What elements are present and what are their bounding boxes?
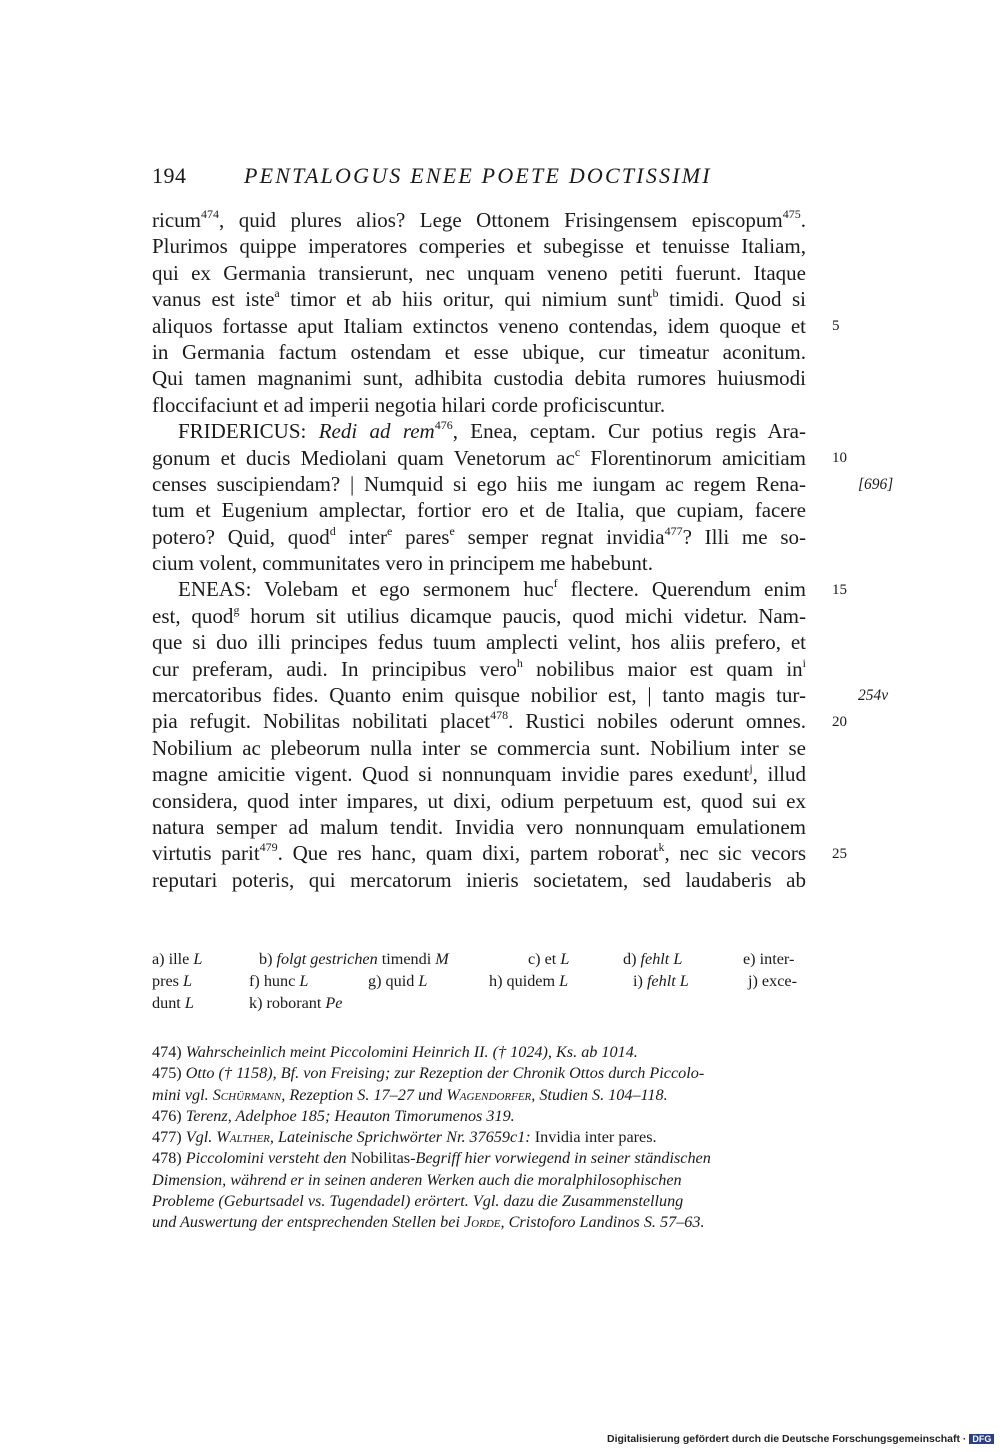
text-run: gonum et ducis Mediolani quam Venetorum ac	[152, 445, 575, 470]
note-marker: 474	[200, 207, 219, 221]
text-run: in Germania factum ostendam et esse ubique, cur timeatur aconitum.	[152, 339, 806, 364]
text-run: pres	[152, 972, 184, 990]
page-number: 194	[152, 163, 187, 188]
text-run: vanus est iste	[152, 287, 275, 312]
italic-text: -Begriff hier vorwiegend in seiner ständischen	[410, 1149, 711, 1168]
italic-text: L	[183, 972, 193, 990]
note-marker: a	[274, 286, 280, 301]
italic-text: , Cristoforo Landinos S. 57–63.	[500, 1213, 705, 1232]
note-marker: 475	[782, 207, 801, 221]
text-run: Florentinorum amicitiam	[580, 445, 806, 470]
note-marker: 479	[259, 840, 278, 855]
note-marker: 477	[664, 523, 683, 538]
note-marker: i	[802, 655, 806, 670]
apparatus-entry	[249, 970, 308, 992]
text-run: aliquos fortasse aput Italiam extinctos veneno contendas, idem quoque et	[152, 313, 806, 338]
italic-text: L	[560, 950, 570, 968]
italic-text: fehlt L	[640, 950, 683, 968]
apparatus-entry	[633, 970, 689, 992]
italic-text: Terenz, Adelphoe 185; Heauton Timorumenos 319.	[185, 1106, 515, 1125]
apparatus-entry	[259, 948, 449, 970]
note-marker: h	[516, 655, 523, 670]
text-run: 475)	[152, 1064, 186, 1083]
italic-text: M	[435, 950, 449, 968]
text-line	[152, 497, 806, 523]
text-run: 478)	[152, 1149, 186, 1168]
text-run: inter	[335, 524, 388, 549]
author-name: Wagendorfer	[446, 1085, 532, 1104]
text-run: considera, quod inter impares, ut dixi, odium perpetuum est, quod sui ex	[152, 788, 806, 813]
text-line	[152, 286, 806, 312]
note-marker: f	[553, 576, 558, 591]
italic-text: Probleme (Geburtsadel vs. Tugendadel) erörtert. Vgl. dazu die Zusammenstellung	[152, 1192, 684, 1211]
footnote-line	[152, 1127, 806, 1148]
italic-text: Dimension, während er in seinen anderen Werken auch die moralphilosophischen	[152, 1170, 682, 1189]
text-line	[152, 656, 806, 682]
text-run: cur preferam, audi. In principibus vero	[152, 656, 517, 681]
apparatus-entry	[489, 970, 568, 992]
author-name: Schürmann	[212, 1085, 282, 1104]
text-run: natura semper ad malum tendit. Invidia vero nonnunquam emulationem	[152, 814, 806, 839]
footnote-line	[152, 1148, 806, 1169]
apparatus-entry	[152, 970, 192, 992]
text-line	[152, 550, 806, 576]
text-run: , quid plures alios? Lege Ottonem Frisingensem episcopum	[218, 208, 783, 232]
text-line	[152, 260, 806, 286]
line-number: 15	[832, 581, 847, 598]
text-run: , nec sic vecors	[664, 841, 806, 866]
note-marker: g	[233, 602, 240, 617]
text-run: .	[800, 208, 806, 232]
footnote-line	[152, 1085, 806, 1106]
text-run: ricum	[152, 208, 201, 232]
text-line	[152, 788, 806, 814]
italic-text: und Auswertung der entsprechenden Stellen bei	[152, 1213, 464, 1232]
text-run: Invidia inter pares.	[530, 1128, 657, 1147]
text-run: censes suscipiendam? | Numquid si ego hiis me iungam ac regem Rena-	[152, 471, 806, 496]
italic-text: Vgl.	[185, 1128, 217, 1147]
text-run: potero? Quid, quod	[152, 524, 330, 549]
note-marker: c	[574, 444, 581, 459]
text-line	[152, 867, 806, 893]
text-run: e) inter-	[743, 950, 795, 968]
text-run: horum sit utilius dicamque paucis, quod michi videtur. Nam-	[239, 603, 807, 628]
note-marker: k	[658, 840, 665, 855]
text-run: tum et Eugenium amplectar, fortior ero et de Italia, que cupiam, facere	[152, 498, 806, 523]
italic-text: mini vgl.	[152, 1085, 213, 1104]
text-run: 477)	[152, 1128, 186, 1147]
line-number: 20	[832, 713, 847, 730]
text-run: 476)	[152, 1106, 186, 1125]
italic-text: L	[299, 972, 309, 990]
text-run: flectere. Querendum enim	[557, 577, 806, 602]
running-header	[152, 163, 812, 195]
text-run: , Enea, ceptam. Cur potius regis Ara-	[452, 419, 806, 444]
text-line	[152, 418, 806, 444]
text-run: i)	[633, 972, 647, 990]
text-run: pia refugit. Nobilitas nobilitati placet	[152, 709, 491, 734]
text-run: d)	[623, 950, 641, 968]
footnote-line	[152, 1042, 806, 1063]
apparatus-entry	[528, 948, 569, 970]
apparatus-row	[152, 992, 806, 1014]
note-marker: e	[449, 523, 455, 538]
note-marker: 478	[490, 708, 509, 723]
footnote-line	[152, 1106, 806, 1127]
text-line	[152, 445, 806, 471]
text-line	[152, 629, 806, 655]
text-line	[152, 814, 806, 840]
apparatus-entry	[152, 992, 194, 1014]
text-run: mercatoribus fides. Quanto enim quisque nobilior est, | tanto magis tur-	[152, 683, 806, 708]
note-marker: e	[387, 523, 393, 538]
text-run: magne amicitie vigent. Quod si nonnunquam invidie pares exedunt	[152, 762, 750, 787]
text-line	[152, 761, 806, 787]
folio-marker: [696]	[858, 476, 894, 493]
text-run: cium volent, communitates vero in principem me habebunt.	[152, 551, 653, 576]
text-run: semper regnat invidia	[454, 524, 665, 549]
line-number: 5	[832, 317, 840, 334]
text-line	[152, 735, 806, 761]
credit-text: Digitalisierung gefördert durch die Deutsche Forschungsgemeinschaft ·	[607, 1433, 967, 1445]
text-line	[152, 392, 806, 418]
line-number: 25	[832, 845, 847, 862]
apparatus-entry	[743, 948, 794, 970]
text-line	[152, 682, 806, 708]
text-line	[152, 524, 806, 550]
text-run: nobilibus maior est quam in	[522, 656, 803, 681]
text-line	[152, 708, 806, 734]
text-run: f) hunc	[249, 972, 300, 990]
italic-text: folgt gestrichen	[276, 950, 378, 968]
digitization-credit	[607, 1433, 994, 1445]
apparatus-entry	[368, 970, 427, 992]
note-marker: j	[749, 761, 753, 776]
author-name: Walther	[216, 1128, 270, 1147]
text-run: timendi	[377, 950, 436, 968]
italic-text: Pe	[325, 994, 343, 1012]
italic-text: , Studien S. 104–118.	[531, 1085, 668, 1104]
apparatus-row	[152, 948, 806, 970]
text-line	[152, 471, 806, 497]
footnote-line	[152, 1212, 806, 1233]
text-line	[152, 233, 806, 259]
apparatus-entry	[748, 970, 797, 992]
text-run: que si duo illi principes fedus tuum amplecti velint, hos aliis prefero, et	[152, 630, 806, 655]
apparatus-entry	[152, 948, 202, 970]
text-run: virtutis parit	[152, 841, 260, 866]
text-run: 474)	[152, 1043, 186, 1061]
note-marker: d	[329, 523, 336, 538]
text-run: k) roborant	[249, 994, 326, 1012]
footnote-line	[152, 1063, 806, 1084]
text-run: Nobilium ac plebeorum nulla inter se commercia sunt. Nobilium inter se	[152, 735, 806, 760]
running-title: PENTALOGUS ENEE POETE DOCTISSIMI	[244, 163, 712, 188]
text-run: Qui tamen magnanimi sunt, adhibita custodia debita rumores huiusmodi	[152, 366, 806, 391]
italic-text: Piccolomini versteht den	[185, 1149, 351, 1168]
text-run: timidi. Quod si	[658, 287, 806, 312]
text-run: a) ille	[152, 950, 194, 968]
italic-text: , Lateinische Sprichwörter Nr. 37659c1:	[269, 1128, 531, 1147]
italic-text: fehlt L	[646, 972, 689, 990]
text-run: . Que res hanc, quam dixi, partem roborat	[277, 841, 659, 866]
text-run: b)	[259, 950, 277, 968]
text-run: ENEAS: Volebam et ego sermonem huc	[178, 577, 554, 602]
critical-apparatus	[152, 948, 806, 1014]
text-run: ? Illi me so-	[682, 524, 807, 549]
text-run: Nobilitas	[350, 1149, 411, 1168]
text-line	[152, 840, 806, 866]
text-run: g) quid	[368, 972, 419, 990]
footnotes	[152, 1042, 806, 1234]
text-run: qui ex Germania transierunt, nec unquam veneno petiti fuerunt. Itaque	[152, 260, 806, 285]
footnote-line	[152, 1191, 806, 1212]
italic-text: L	[193, 950, 203, 968]
italic-text: L	[559, 972, 569, 990]
text-run: timor et ab hiis oritur, qui nimium sunt	[279, 287, 653, 312]
note-marker: 476	[434, 418, 453, 433]
main-text	[152, 207, 806, 893]
apparatus-entry	[623, 948, 682, 970]
text-line	[152, 207, 806, 233]
italic-text: Redi ad rem	[318, 419, 435, 444]
italic-text: L	[184, 994, 194, 1012]
text-run: c) et	[528, 950, 561, 968]
text-run: pares	[392, 524, 450, 549]
text-line	[152, 365, 806, 391]
text-line	[152, 313, 806, 339]
text-run: dunt	[152, 994, 185, 1012]
line-number: 10	[832, 449, 847, 466]
text-run: Plurimos quippe imperatores comperies et subegisse et tenuisse Italiam,	[152, 234, 806, 259]
text-line	[152, 603, 806, 629]
apparatus-entry	[249, 992, 343, 1014]
folio-marker: 254v	[858, 687, 889, 705]
note-marker: b	[652, 286, 659, 301]
italic-text: Otto († 1158), Bf. von Freising; zur Rezeption der Chronik Ottos durch Piccolo-	[185, 1064, 705, 1083]
text-run: , illud	[752, 762, 806, 787]
footnote-line	[152, 1170, 806, 1191]
italic-text: , Rezeption S. 17–27 und	[281, 1085, 447, 1104]
text-run: j) exce-	[748, 972, 797, 990]
text-run: reputari poteris, qui mercatorum inieris societatem, sed laudaberis ab	[152, 867, 806, 892]
italic-text: Wahrscheinlich meint Piccolomini Heinrich II. († 1024), Ks. ab 1014.	[185, 1043, 638, 1061]
dfg-logo-icon: DFG	[969, 1434, 994, 1444]
apparatus-row	[152, 970, 806, 992]
text-run: . Rustici nobiles oderunt omnes.	[508, 709, 806, 734]
italic-text: L	[418, 972, 428, 990]
text-line	[152, 576, 806, 602]
author-name: Jorde	[464, 1213, 501, 1232]
text-line	[152, 339, 806, 365]
text-run: h) quidem	[489, 972, 560, 990]
text-run: est, quod	[152, 603, 234, 628]
text-run: FRIDERICUS:	[178, 419, 319, 444]
text-run: floccifaciunt et ad imperii negotia hilari corde proficiscuntur.	[152, 392, 666, 417]
